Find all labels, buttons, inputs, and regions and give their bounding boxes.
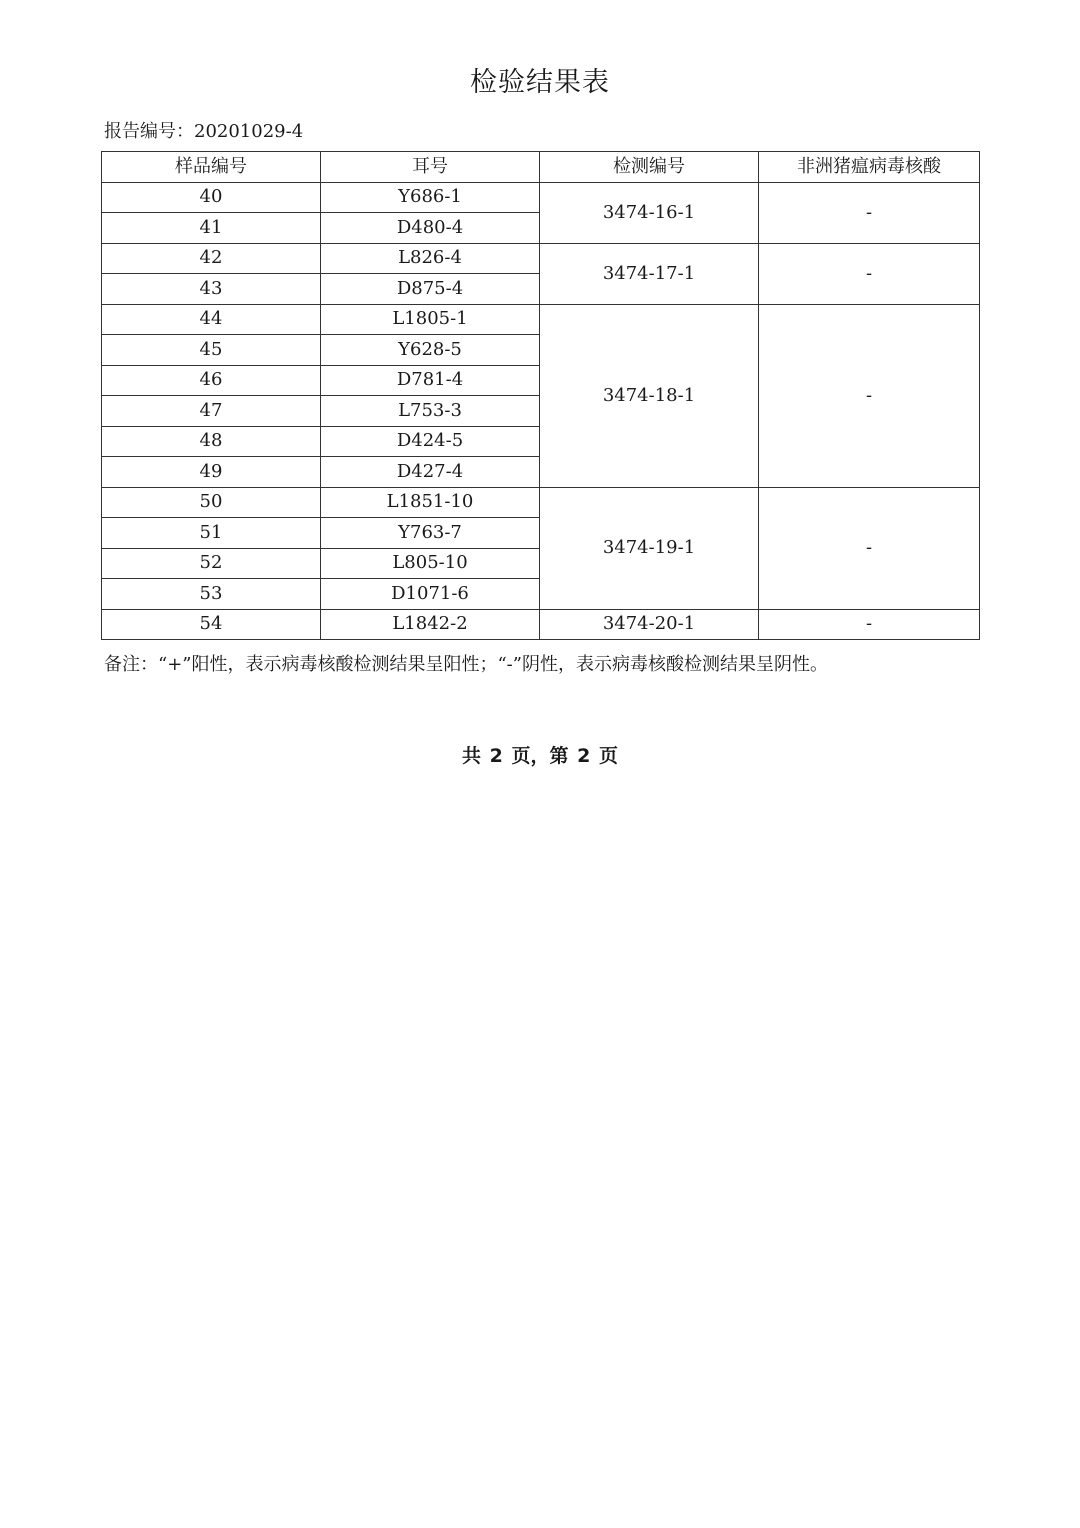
ear-no-cell: L1805-1 — [321, 304, 540, 335]
ear-no-cell: Y686-1 — [321, 182, 540, 213]
sample-no-cell: 49 — [102, 457, 321, 488]
sample-no-cell: 50 — [102, 487, 321, 518]
ear-no-cell: L805-10 — [321, 548, 540, 579]
sample-no-cell: 41 — [102, 213, 321, 244]
ear-no-cell: D781-4 — [321, 365, 540, 396]
header-sample-no: 样品编号 — [102, 152, 321, 183]
sample-no-cell: 52 — [102, 548, 321, 579]
sample-no-cell: 46 — [102, 365, 321, 396]
table-row — [102, 609, 980, 640]
sample-no-cell: 47 — [102, 396, 321, 427]
test-no-cell: 3474-20-1 — [540, 609, 759, 640]
ear-no-cell: D424-5 — [321, 426, 540, 457]
result-cell: - — [759, 609, 980, 640]
report-number-value: 20201029-4 — [194, 121, 304, 142]
test-no-cell: 3474-18-1 — [540, 304, 759, 487]
ear-no-cell: Y763-7 — [321, 518, 540, 549]
sample-no-cell: 45 — [102, 335, 321, 366]
result-cell: - — [759, 487, 980, 609]
ear-no-cell: Y628-5 — [321, 335, 540, 366]
sample-no-cell: 40 — [102, 182, 321, 213]
table-row — [102, 304, 980, 335]
header-test-no: 检测编号 — [540, 152, 759, 183]
result-cell: - — [759, 304, 980, 487]
ear-no-cell: L1851-10 — [321, 487, 540, 518]
table-row — [102, 243, 980, 274]
sample-no-cell: 54 — [102, 609, 321, 640]
ear-no-cell: D427-4 — [321, 457, 540, 488]
report-number — [104, 117, 303, 143]
test-no-cell: 3474-16-1 — [540, 182, 759, 243]
test-no-cell: 3474-19-1 — [540, 487, 759, 609]
sample-no-cell: 43 — [102, 274, 321, 305]
table-header-row — [102, 152, 980, 183]
ear-no-cell: L1842-2 — [321, 609, 540, 640]
sample-no-cell: 51 — [102, 518, 321, 549]
result-cell: - — [759, 243, 980, 304]
ear-no-cell: D480-4 — [321, 213, 540, 244]
header-asfv-result: 非洲猪瘟病毒核酸 — [759, 152, 980, 183]
results-table — [101, 151, 980, 640]
sample-no-cell: 53 — [102, 579, 321, 610]
test-no-cell: 3474-17-1 — [540, 243, 759, 304]
remarks-note: 备注：“+”阳性，表示病毒核酸检测结果呈阳性；“-”阴性，表示病毒核酸检测结果呈阴性。 — [104, 654, 828, 675]
table-row — [102, 487, 980, 518]
header-ear-no: 耳号 — [321, 152, 540, 183]
report-number-label: 报告编号： — [104, 121, 194, 142]
sample-no-cell: 44 — [102, 304, 321, 335]
sample-no-cell: 48 — [102, 426, 321, 457]
ear-no-cell: D875-4 — [321, 274, 540, 305]
ear-no-cell: D1071-6 — [321, 579, 540, 610]
sample-no-cell: 42 — [102, 243, 321, 274]
page-title: 检验结果表 — [470, 67, 610, 98]
ear-no-cell: L753-3 — [321, 396, 540, 427]
ear-no-cell: L826-4 — [321, 243, 540, 274]
page-counter: 共 2 页，第 2 页 — [462, 745, 618, 767]
table-row — [102, 182, 980, 213]
result-cell: - — [759, 182, 980, 243]
